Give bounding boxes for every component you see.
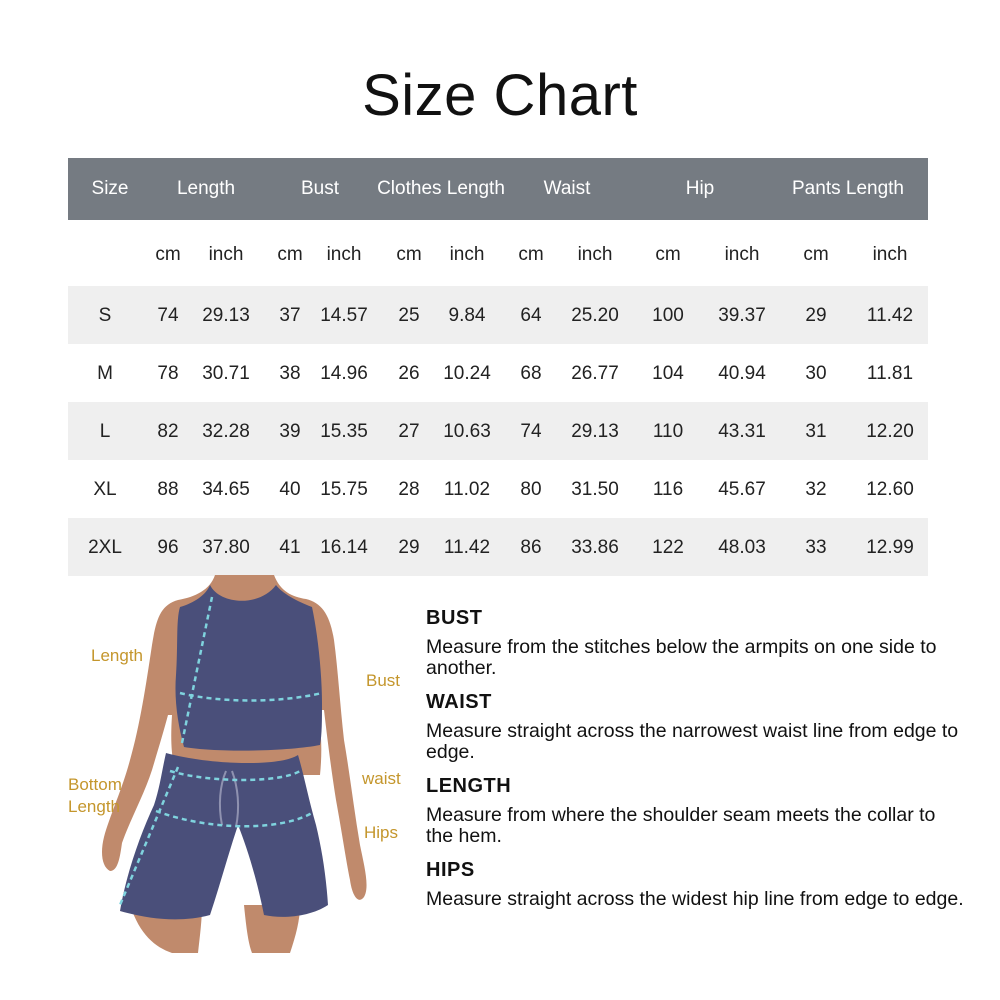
value-cell: 43.31 xyxy=(718,421,766,442)
value-cell: 110 xyxy=(652,421,684,442)
value-cell: 12.99 xyxy=(866,537,914,558)
value-cell: 37.80 xyxy=(202,537,250,558)
value-cell: 39.37 xyxy=(718,305,766,326)
value-cell: 116 xyxy=(652,479,684,500)
size-cell: XL xyxy=(93,479,117,500)
section-text: Measure from where the shoulder seam meets the collar to the hem. xyxy=(426,804,936,847)
header-waist: Waist xyxy=(543,178,591,199)
table-row xyxy=(68,402,928,460)
label-hips: Hips xyxy=(364,823,399,842)
unit-cell: inch xyxy=(724,244,760,265)
unit-cell: inch xyxy=(872,244,908,265)
value-cell: 11.42 xyxy=(443,537,491,558)
size-cell: L xyxy=(99,421,111,442)
value-cell: 30 xyxy=(805,363,827,384)
value-cell: 122 xyxy=(652,537,684,558)
label-bust: Bust xyxy=(366,671,401,690)
table-row xyxy=(68,460,928,518)
header-bust: Bust xyxy=(300,178,340,199)
value-cell: 74 xyxy=(157,305,179,326)
value-cell: 29 xyxy=(805,305,827,326)
value-cell: 25 xyxy=(398,305,420,326)
value-cell: 32 xyxy=(805,479,827,500)
unit-cell: cm xyxy=(655,244,681,265)
table-header-row xyxy=(68,158,928,220)
unit-cell: inch xyxy=(208,244,244,265)
value-cell: 37 xyxy=(279,305,301,326)
size-cell: M xyxy=(97,363,113,384)
value-cell: 25.20 xyxy=(571,305,619,326)
unit-cell: cm xyxy=(277,244,303,265)
value-cell: 30.71 xyxy=(202,363,250,384)
value-cell: 11.81 xyxy=(866,363,914,384)
table-row xyxy=(68,344,928,402)
value-cell: 15.75 xyxy=(320,479,368,500)
value-cell: 39 xyxy=(279,421,301,442)
value-cell: 11.42 xyxy=(866,305,914,326)
value-cell: 80 xyxy=(520,479,542,500)
section-text: Measure from the stitches below the armpits on one side to another. xyxy=(426,636,937,679)
value-cell: 33 xyxy=(805,537,827,558)
value-cell: 41 xyxy=(279,537,301,558)
unit-cell: inch xyxy=(326,244,362,265)
table-row xyxy=(68,518,928,576)
value-cell: 45.67 xyxy=(718,479,766,500)
guide-section-bust xyxy=(426,603,966,687)
value-cell: 11.02 xyxy=(443,479,491,500)
size-cell: S xyxy=(98,305,112,326)
guide-section-length xyxy=(426,771,966,855)
measurement-guide xyxy=(426,603,966,939)
value-cell: 32.28 xyxy=(202,421,250,442)
header-hip: Hip xyxy=(685,178,715,199)
value-cell: 29.13 xyxy=(571,421,619,442)
size-table xyxy=(68,158,928,576)
value-cell: 27 xyxy=(398,421,420,442)
value-cell: 29 xyxy=(398,537,420,558)
table-body xyxy=(68,286,928,576)
section-title: BUST xyxy=(426,607,483,629)
table-row xyxy=(68,286,928,344)
value-cell: 96 xyxy=(157,537,179,558)
section-text: Measure straight across the narrowest waist line from edge to edge. xyxy=(426,720,959,763)
guide-section-hips xyxy=(426,855,966,939)
value-cell: 31.50 xyxy=(571,479,619,500)
value-cell: 33.86 xyxy=(571,537,619,558)
value-cell: 64 xyxy=(520,305,542,326)
value-cell: 40.94 xyxy=(718,363,766,384)
value-cell: 40 xyxy=(279,479,301,500)
value-cell: 26 xyxy=(398,363,420,384)
section-title: LENGTH xyxy=(426,775,512,797)
size-cell: 2XL xyxy=(88,537,122,558)
header-pants-length: Pants Length xyxy=(792,178,904,199)
value-cell: 38 xyxy=(279,363,301,384)
value-cell: 104 xyxy=(652,363,684,384)
label-length: Length xyxy=(91,646,143,665)
unit-cell: inch xyxy=(449,244,485,265)
value-cell: 10.24 xyxy=(443,363,491,384)
value-cell: 26.77 xyxy=(571,363,619,384)
value-cell: 78 xyxy=(157,363,179,384)
table-units-row xyxy=(68,220,928,286)
value-cell: 12.60 xyxy=(866,479,914,500)
value-cell: 9.84 xyxy=(448,305,486,326)
label-waist: waist xyxy=(362,769,401,788)
value-cell: 14.57 xyxy=(320,305,368,326)
section-title: WAIST xyxy=(426,691,492,713)
value-cell: 14.96 xyxy=(320,363,368,384)
value-cell: 31 xyxy=(805,421,827,442)
value-cell: 88 xyxy=(157,479,179,500)
header-clothes-length: Clothes Length xyxy=(377,178,505,199)
label-bottom-length-1: Bottom xyxy=(68,775,122,794)
value-cell: 68 xyxy=(520,363,542,384)
unit-cell: cm xyxy=(518,244,544,265)
page-title: Size Chart xyxy=(362,63,638,128)
value-cell: 29.13 xyxy=(202,305,250,326)
value-cell: 82 xyxy=(157,421,179,442)
unit-cell: cm xyxy=(155,244,181,265)
section-text: Measure straight across the widest hip line from edge to edge. xyxy=(426,888,964,910)
value-cell: 10.63 xyxy=(443,421,491,442)
measurement-figure xyxy=(60,575,410,955)
value-cell: 34.65 xyxy=(202,479,250,500)
value-cell: 86 xyxy=(520,537,542,558)
section-title: HIPS xyxy=(426,859,475,881)
value-cell: 48.03 xyxy=(718,537,766,558)
unit-cell: cm xyxy=(396,244,422,265)
value-cell: 28 xyxy=(398,479,420,500)
model-illustration xyxy=(60,575,410,955)
unit-cell: inch xyxy=(577,244,613,265)
header-size: Size xyxy=(91,178,129,199)
header-length: Length xyxy=(176,178,236,199)
value-cell: 15.35 xyxy=(320,421,368,442)
value-cell: 12.20 xyxy=(866,421,914,442)
value-cell: 100 xyxy=(652,305,684,326)
value-cell: 74 xyxy=(520,421,542,442)
unit-cell: cm xyxy=(803,244,829,265)
value-cell: 16.14 xyxy=(320,537,368,558)
guide-section-waist xyxy=(426,687,966,771)
label-bottom-length-2: Length xyxy=(68,797,120,816)
